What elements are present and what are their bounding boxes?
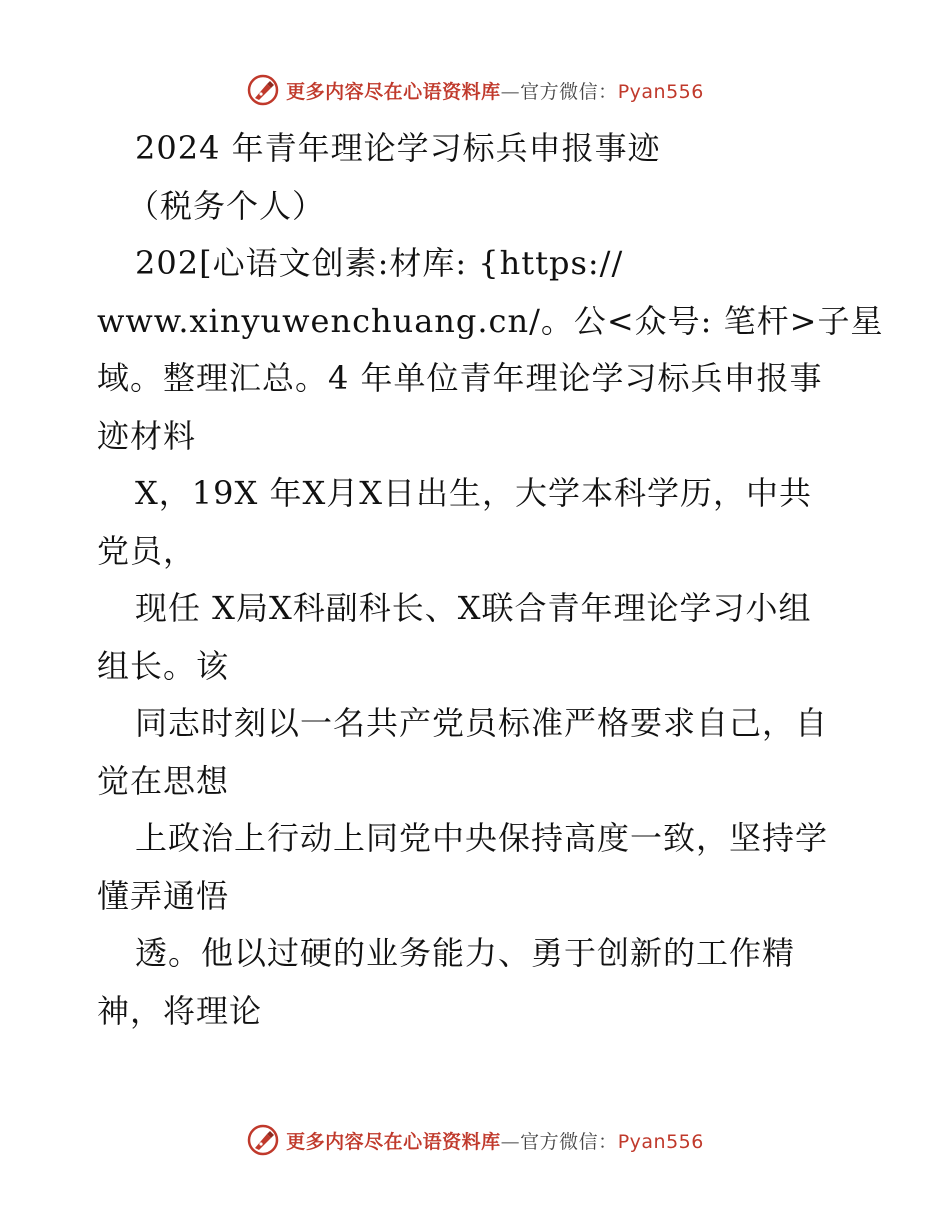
pen-nib-logo-icon [246,1123,280,1157]
text-line: 202[心语文创素:材库: {https:// [135,244,624,282]
text-line: 觉在思想 [97,761,230,800]
text-line: 上政治上行动上同党中央保持高度一致，坚持学 [135,819,829,857]
text-line: 域。整理汇总。4 年单位青年理论学习标兵申报事 [97,359,823,397]
document-title: 2024 年青年理论学习标兵申报事迹 [135,129,661,167]
banner-text [286,77,704,104]
text-line: www.xinyuwenchuang.cn/。公<众号: 笔杆>子星 [97,301,884,340]
document-body [97,120,884,1040]
banner-dash: — [500,80,521,103]
text-line: 透。他以过硬的业务能力、勇于创新的工作精 [135,934,796,972]
banner-site-name: 更多内容尽在心语资料库 [286,1130,501,1153]
text-line: 组长。该 [97,646,230,685]
banner-text [286,1127,704,1154]
document-subtitle: （税务个人） [127,186,326,225]
text-line: 党员， [97,531,197,570]
banner-site-name: 更多内容尽在心语资料库 [286,80,501,103]
pen-nib-logo-icon [246,73,280,107]
banner-wechat-id: Pyan556 [617,1130,704,1153]
text-line: 懂弄通悟 [97,876,230,915]
text-line: 同志时刻以一名共产党员标准严格要求自己，自 [135,704,829,742]
text-line: X，19X 年X月X日出生，大学本科学历，中共 [135,474,813,512]
banner-dash: — [500,1130,521,1153]
text-line: 现任 X局X科副科长、X联合青年理论学习小组 [135,589,812,627]
banner-wechat-id: Pyan556 [617,80,704,103]
header-banner [0,70,950,110]
text-line: 神，将理论 [97,991,263,1030]
banner-wechat-label: 官方微信： [520,80,618,103]
footer-banner [0,1120,950,1160]
text-line: 迹材料 [97,416,197,455]
banner-wechat-label: 官方微信： [520,1130,618,1153]
